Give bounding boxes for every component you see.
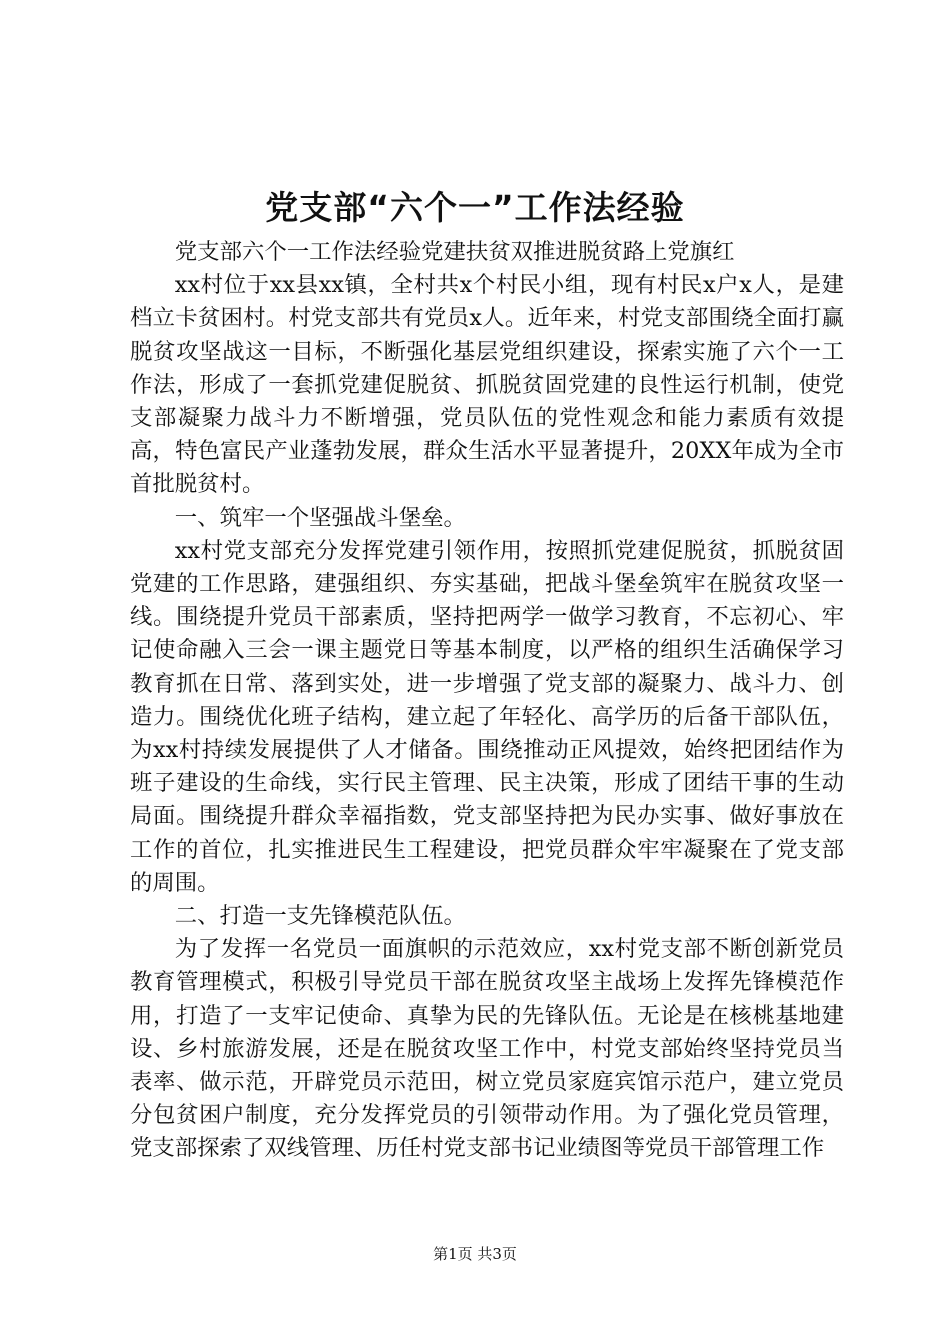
- intro-paragraph: xx村位于xx县xx镇，全村共x个村民小组，现有村民x户x人，是建档立卡贫困村。村党支部共有党员x人。近年来，村党支部围绕全面打赢脱贫攻坚战这一目标，不断强化基层党组织建设，探索实施了六个一工作法，形成了一套抓党建促脱贫、抓脱贫固党建的良性运行机制，使党支部凝聚力战斗力不断增强，党员队伍的党性观念和能力素质有效提高，特色富民产业蓬勃发展，群众生活水平显著提升，20XX年成为全市首批脱贫村。: [130, 272, 844, 498]
- subtitle-paragraph: 党支部六个一工作法经验党建扶贫双推进脱贫路上党旗红: [174, 239, 735, 265]
- section-heading-1: 一、筑牢一个坚强战斗堡垒。: [174, 504, 466, 531]
- section-2-paragraph: 为了发挥一名党员一面旗帜的示范效应，xx村党支部不断创新党员教育管理模式，积极引导党员干部在脱贫攻坚主战场上发挥先锋模范作用，打造了一支牢记使命、真挚为民的先锋队伍。无论是在核桃基地建设、乡村旅游发展，还是在脱贫攻坚工作中，村党支部始终坚持党员当表率、做示范，开辟党员示范田，树立党员家庭宾馆示范户，建立党员分包贫困户制度，充分发挥党员的引领带动作用。为了强化党员管理，党支部探索了双线管理、历任村党支部书记业绩图等党员干部管理工作: [130, 936, 844, 1162]
- page-footer: 第1页 共3页: [433, 1245, 517, 1263]
- section-heading-2: 二、打造一支先锋模范队伍。: [174, 903, 466, 930]
- document-body: [130, 236, 844, 1166]
- section-1-paragraph: xx村党支部充分发挥党建引领作用，按照抓党建促脱贫，抓脱贫固党建的工作思路，建强组织、夯实基础，把战斗堡垒筑牢在脱贫攻坚一线。围绕提升党员干部素质，坚持把两学一做学习教育，不忘初心、牢记使命融入三会一课主题党日等基本制度，以严格的组织生活确保学习教育抓在日常、落到实处，进一步增强了党支部的凝聚力、战斗力、创造力。围绕优化班子结构，建立起了年轻化、高学历的后备干部队伍，为xx村持续发展提供了人才储备。围绕推动正风提效，始终把团结作为班子建设的生命线，实行民主管理、民主决策，形成了团结干事的生动局面。围绕提升群众幸福指数，党支部坚持把为民办实事、做好事放在工作的首位，扎实推进民生工程建设，把党员群众牢牢凝聚在了党支部的周围。: [130, 537, 844, 896]
- document-title: 党支部“六个一”工作法经验: [265, 188, 685, 227]
